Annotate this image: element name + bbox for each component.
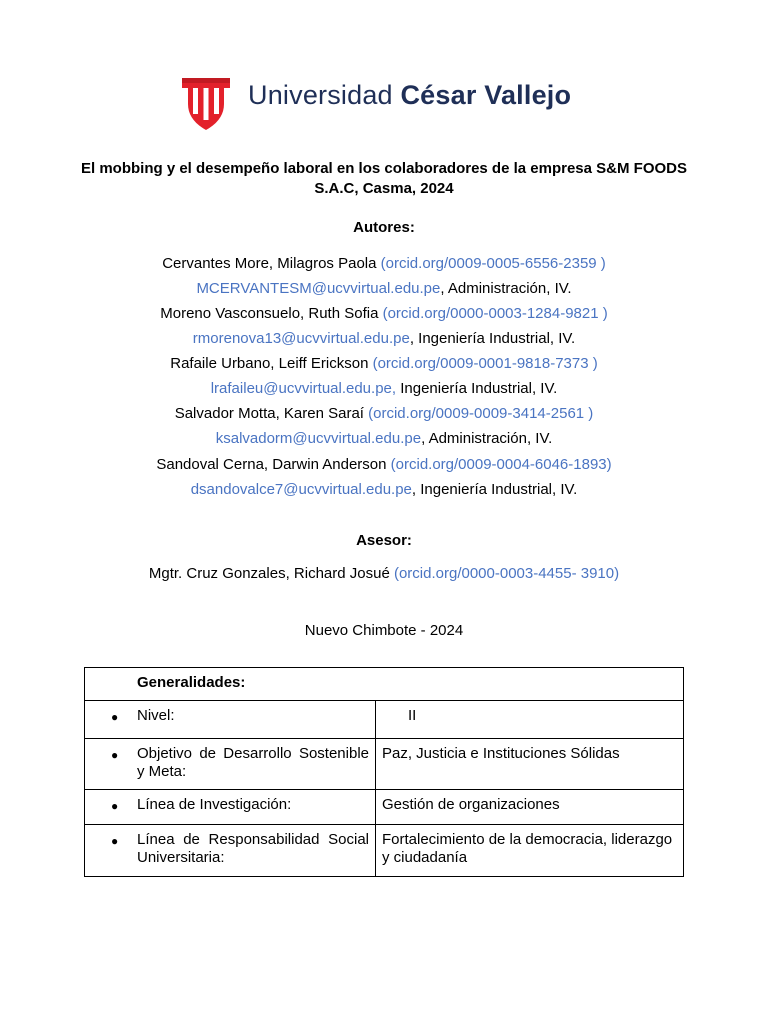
place-date: Nuevo Chimbote - 2024 [304,622,464,639]
table-row [85,790,684,825]
email-link[interactable]: dsandovalce7@ucvvirtual.edu.pe [190,481,412,498]
author-email-line: rmorenova13@ucvvirtual.edu.pe, Ingeniería Industrial, IV. [192,330,576,347]
table-header-row [85,668,684,701]
row-label: Nivel: [137,707,175,724]
bullet-icon: ● [111,710,119,724]
university-shield-icon [180,74,232,132]
author-email-line: MCERVANTESM@ucvvirtual.edu.pe, Administración, IV. [196,280,572,297]
advisor-heading: Asesor: [356,532,412,549]
generalidades-table [84,667,684,877]
row-value: II [408,707,417,724]
bullet-icon: ● [111,834,119,848]
orcid-link[interactable]: (orcid.org/0009-0009-3414-2561 ) [368,405,594,422]
email-link[interactable]: rmorenova13@ucvvirtual.edu.pe [192,330,410,347]
table-row [85,739,684,790]
author-name-line: Moreno Vasconsuelo, Ruth Sofia (orcid.org/0000-0003-1284-9821 ) [160,305,608,322]
row-value: Gestión de organizaciones [382,796,560,813]
orcid-link[interactable]: (orcid.org/0009-0004-6046-1893) [390,456,612,473]
author-name-line: Sandoval Cerna, Darwin Anderson (orcid.org/0009-0004-6046-1893) [156,456,612,473]
author-email-line: dsandovalce7@ucvvirtual.edu.pe, Ingeniería Industrial, IV. [190,481,578,498]
table-row [85,701,684,739]
author-email-line: lrafaileu@ucvvirtual.edu.pe, Ingeniería Industrial, IV. [210,380,558,397]
authors-heading: Autores: [353,219,415,236]
author-name-line: Salvador Motta, Karen Saraí (orcid.org/0009-0009-3414-2561 ) [174,405,594,422]
orcid-link[interactable]: (orcid.org/0009-0001-9818-7373 ) [372,355,598,372]
email-link[interactable]: ksalvadorm@ucvvirtual.edu.pe [215,430,422,447]
university-logo [180,74,572,132]
advisor-line: Mgtr. Cruz Gonzales, Richard Josué (orcid.org/0000-0003-4455- 3910) [148,565,620,582]
university-name: Universidad César Vallejo [248,80,572,110]
row-value: Paz, Justicia e Instituciones Sólidas [382,745,620,762]
bullet-icon: ● [111,799,119,813]
author-name-line: Rafaile Urbano, Leiff Erickson (orcid.org/0009-0001-9818-7373 ) [170,355,598,372]
orcid-link[interactable]: (orcid.org/0000-0003-1284-9821 ) [382,305,608,322]
row-label: Objetivo de Desarrollo Sostenible y Meta: [137,745,369,780]
row-label: Línea de Responsabilidad Social Universitaria: [137,831,369,866]
row-value: Fortalecimiento de la democracia, liderazgo y ciudadanía [382,831,673,866]
email-link[interactable]: MCERVANTESM@ucvvirtual.edu.pe [196,280,441,297]
row-label: Línea de Investigación: [137,796,292,813]
orcid-link[interactable]: (orcid.org/0000-0003-4455- 3910) [393,565,620,582]
bullet-icon: ● [111,748,119,762]
author-email-line: ksalvadorm@ucvvirtual.edu.pe, Administración, IV. [215,430,553,447]
thesis-title: El mobbing y el desempeño laboral en los colaboradores de la empresa S&M FOODS S.A.C, Casma, 2024 [81,160,687,197]
orcid-link[interactable]: (orcid.org/0009-0005-6556-2359 ) [380,255,606,272]
author-name-line: Cervantes More, Milagros Paola (orcid.org/0009-0005-6556-2359 ) [162,255,606,272]
table-header: Generalidades: [137,674,246,691]
table-row [85,825,684,877]
email-link[interactable]: lrafaileu@ucvvirtual.edu.pe, [210,380,397,397]
